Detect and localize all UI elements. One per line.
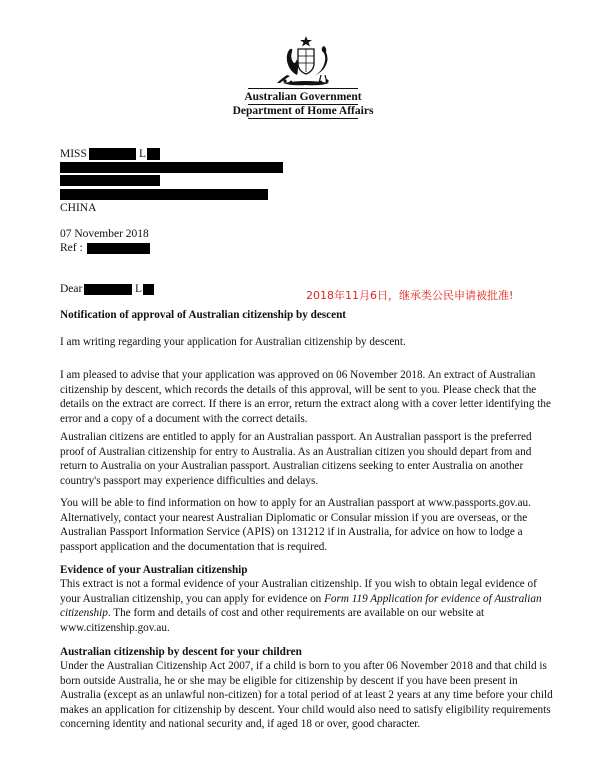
redaction-bar	[89, 148, 136, 160]
letterhead-rule	[248, 118, 358, 119]
section-children-text: Under the Australian Citizenship Act 2007, if a child is born to you after 06 November 2018 and that child is born outside Australia, he or she may be eligible for citizenship by descent if you have been present in Australia (except as an unlawful non-citizen) for a total period of at least 2 years at any time before your child makes an application for citizenship by descent. Your child would also need to satisfy eligibility requirements concerning identity and national security and, if aged 18 or over, good character.	[60, 660, 553, 731]
salutation-greeting: Dear	[60, 283, 83, 295]
letter-date: 07 November 2018	[60, 228, 149, 240]
redaction-bar	[60, 175, 160, 186]
redaction-bar	[60, 189, 268, 200]
salutation-initial: L	[135, 283, 143, 295]
letterhead-government: Australian Government	[244, 91, 362, 103]
paragraph-1: I am writing regarding your application for Australian citizenship by descent.	[60, 336, 406, 348]
redaction-bar	[143, 284, 154, 295]
address-title: MISS	[60, 148, 87, 160]
coat-of-arms-icon	[271, 35, 341, 91]
redaction-bar	[84, 284, 132, 295]
handwritten-annotation: 2018年11月6日，继承类公民申请被批准!	[306, 289, 514, 302]
section-children-heading: Australian citizenship by descent for your children	[60, 646, 302, 658]
letterhead-rule	[248, 88, 358, 89]
redaction-bar	[87, 243, 150, 254]
letter-subject: Notification of approval of Australian citizenship by descent	[60, 309, 347, 321]
redaction-bar	[147, 148, 160, 160]
redaction-bar	[60, 162, 283, 173]
paragraph-2: I am pleased to advise that your application was approved on 06 November 2018. An extract of Australian citizenship by descent, which records the details of this approval, will be sent to you. Please check that the details on the extract are correct. If there is an error, return the extract along with a cover letter identifying the error and a copy of a document with the correct details.	[60, 369, 551, 425]
letterhead-department: Department of Home Affairs	[232, 105, 374, 117]
paragraph-3: Australian citizens are entitled to apply for an Australian passport. An Australian passport is the preferred proof of Australian citizenship for entry to Australia. As an Australian citizen you should depart from and return to Australia on your Australian passport. Australian citizens seeking to enter Australia on another country's passport may experience difficulties and delays.	[60, 431, 532, 487]
ref-label: Ref :	[60, 242, 83, 254]
section-evidence-text	[60, 577, 554, 635]
form-119-reference: Form 119 Application for evidence of Australian citizenship	[60, 592, 542, 620]
section-evidence-heading: Evidence of your Australian citizenship	[60, 564, 248, 576]
paragraph-4: You will be able to find information on how to apply for an Australian passport at www.passports.gov.au. Alternatively, contact your nearest Australian Diplomatic or Consular mission if you are overseas, or the Australian Passport Information Service (APIS) on 131212 if in Australia, for advice on how to lodge a passport application and the documentation that is required.	[60, 497, 531, 553]
evidence-text-b: . The form and details of cost and other requirements are available on our website at www.citizenship.gov.au.	[60, 607, 485, 634]
evidence-text-a: This extract is not a formal evidence of your Australian citizenship. If you wish to obtain legal evidence of your Australian citizenship, you can apply for evidence on	[60, 578, 537, 605]
address-initial: L	[139, 148, 147, 160]
address-country: CHINA	[60, 202, 97, 214]
